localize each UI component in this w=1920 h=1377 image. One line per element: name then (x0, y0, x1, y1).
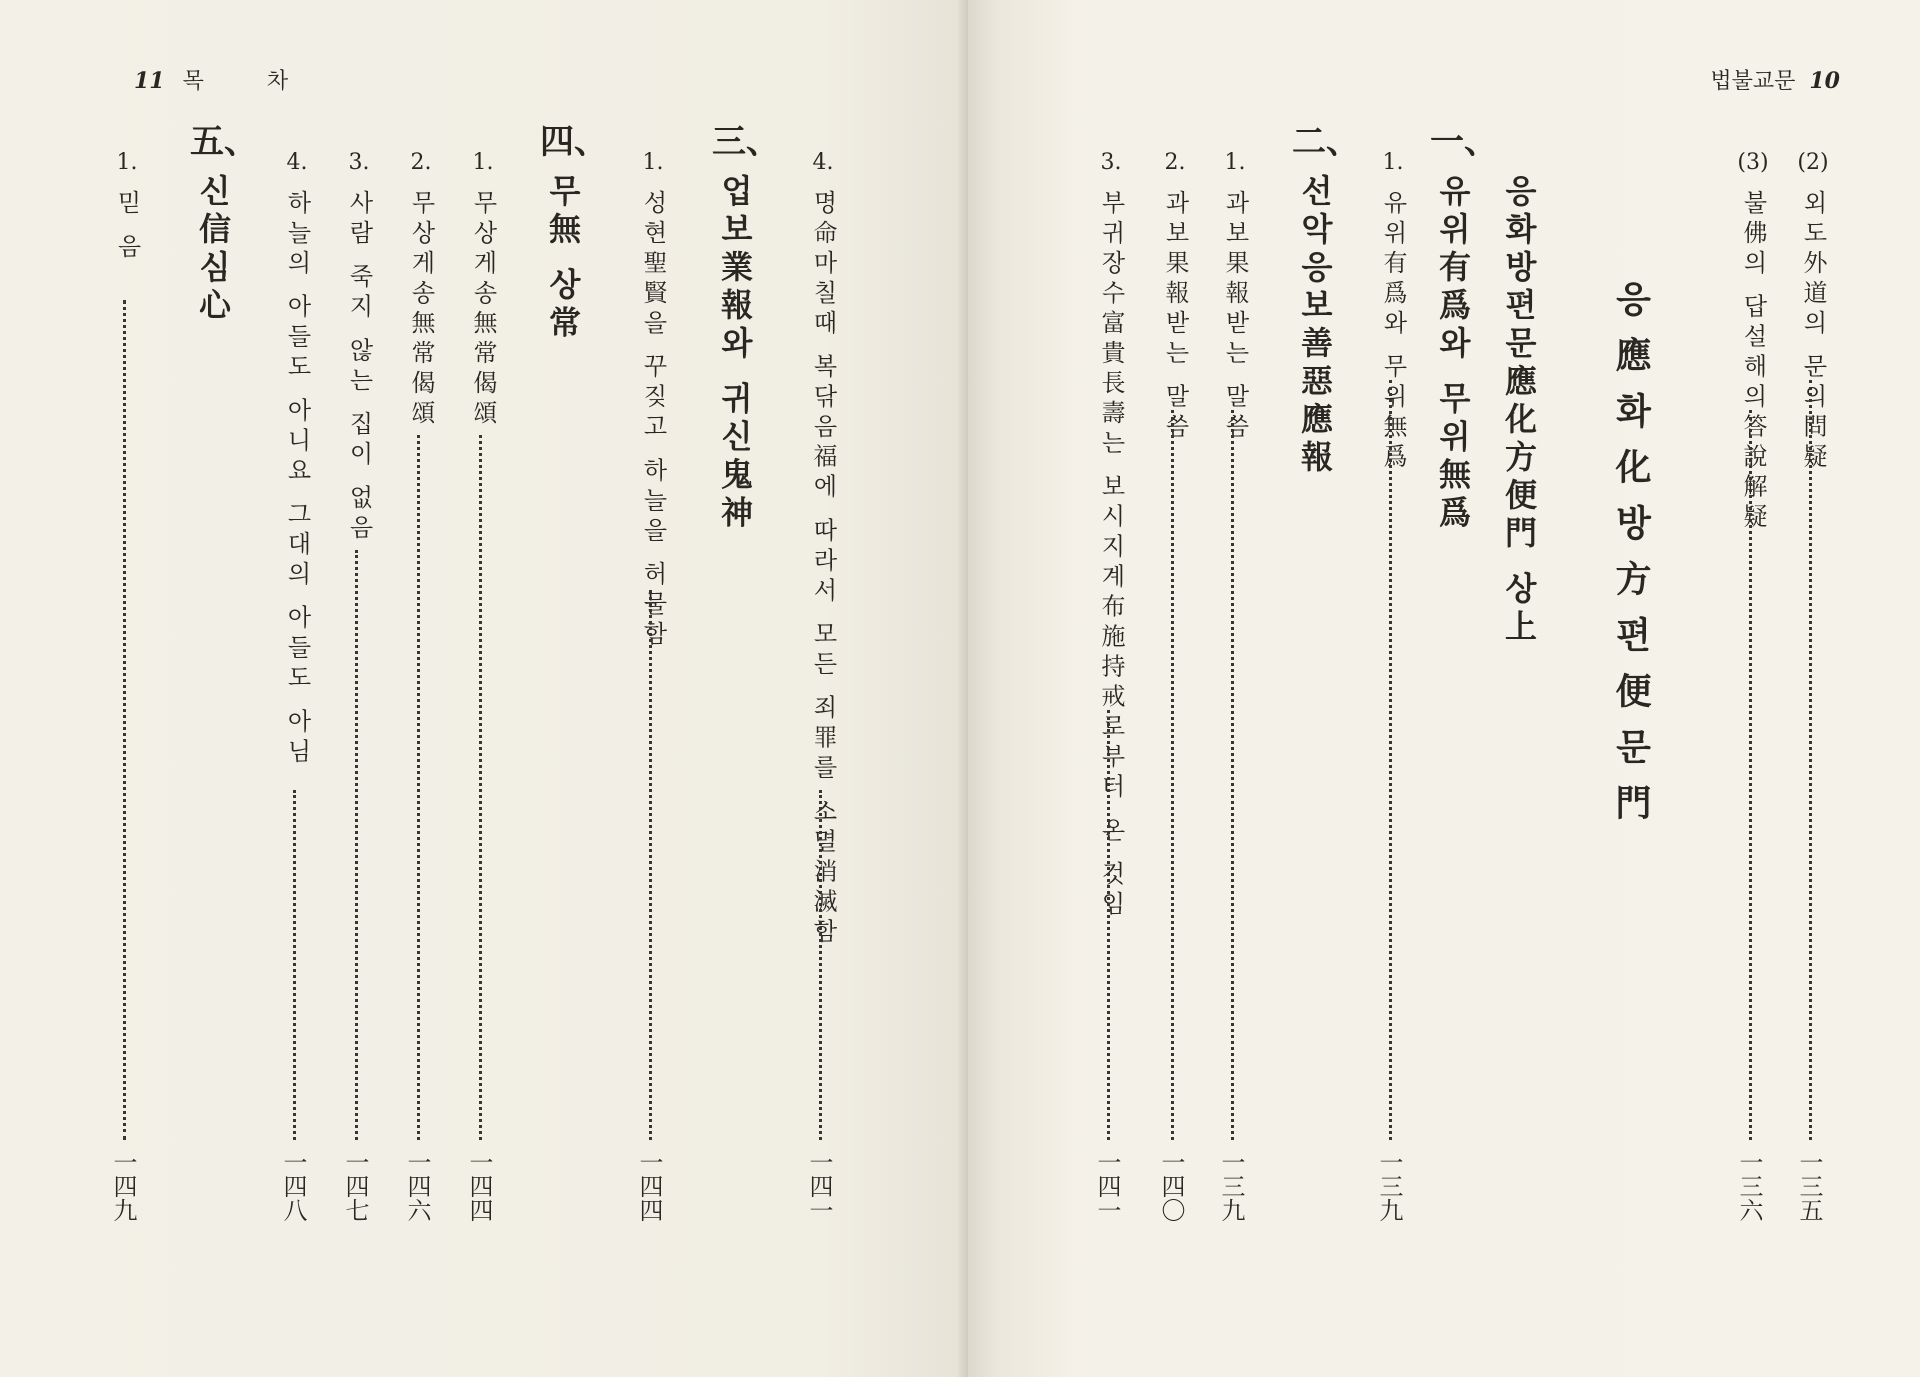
entry-number: 3. (348, 150, 370, 175)
section-mark: 一、 (1430, 122, 1498, 162)
section-title: 응화방편문應化方便門 상上 (1500, 174, 1538, 648)
leader-dots (355, 550, 358, 1140)
entry-number: 2. (410, 150, 432, 175)
leader-dots (1749, 410, 1752, 1140)
toc-entry (800, 150, 846, 1230)
entry-page: 一四一 (1093, 1150, 1121, 1222)
leader-dots (819, 790, 822, 1140)
right-page (968, 0, 1920, 1377)
entry-number: 1. (1382, 150, 1404, 175)
leader-dots (1231, 410, 1234, 1140)
left-page-header (134, 64, 316, 95)
entry-page: 一四〇 (1157, 1150, 1185, 1222)
toc-section-3 (712, 122, 780, 1230)
entry-number: (3) (1737, 150, 1769, 175)
entry-number: 1. (472, 150, 494, 175)
toc-entry (104, 150, 150, 1230)
section-mark: 四、 (540, 122, 608, 162)
entry-title: 무상게송無常偈頌 (407, 190, 435, 430)
part-title: 응應화化방方편便문門 (1610, 280, 1652, 840)
entry-title: 믿 음 (113, 190, 141, 264)
toc-entry (1730, 150, 1776, 1230)
leader-dots (1389, 380, 1392, 1140)
toc-entry (398, 150, 444, 1230)
entry-page: 一三九 (1375, 1150, 1403, 1222)
toc-part-title (1608, 150, 1654, 1230)
section-title: 선악응보善惡應報 (1296, 174, 1334, 478)
entry-number: 3. (1100, 150, 1122, 175)
leader-dots (1171, 410, 1174, 1140)
section-mark: 三、 (712, 122, 780, 162)
toc-entry (1152, 150, 1198, 1230)
entry-page: 一三九 (1217, 1150, 1245, 1222)
toc-section-1 (1430, 122, 1498, 1230)
entry-title: 과보果報받는 말씀 (1161, 190, 1189, 444)
entry-page: 一四九 (109, 1150, 137, 1222)
entry-title: 부귀장수富貴長壽는 보시지계布施持戒로부터 온 것임 (1097, 190, 1125, 921)
leader-dots (123, 300, 126, 1140)
entry-title: 불佛의 답설해의答說解疑 (1739, 190, 1767, 534)
toc-entry (460, 150, 506, 1230)
entry-page: 一四六 (403, 1150, 431, 1222)
right-page-header-label: 법불교문 (1710, 69, 1796, 94)
leader-dots (417, 435, 420, 1140)
entry-title: 무상게송無常偈頌 (469, 190, 497, 430)
section-title: 신信심心 (194, 174, 232, 326)
toc-part-subtitle (1496, 150, 1542, 1230)
entry-number: 4. (812, 150, 834, 175)
toc-entry (630, 150, 676, 1230)
entry-page: 一四四 (635, 1150, 663, 1222)
entry-title: 하늘의 아들도 아니요 그대의 아들도 아님 (283, 190, 311, 769)
entry-number: 2. (1164, 150, 1186, 175)
toc-section-5 (190, 122, 258, 1230)
leader-dots (649, 590, 652, 1140)
entry-page: 一四一 (805, 1150, 833, 1222)
entry-title: 명命마칠때 복닦음福에 따라서 모든 죄罪를 소멸消滅함 (809, 190, 837, 949)
entry-page: 一三五 (1795, 1150, 1823, 1222)
left-page-number: 11 (134, 68, 165, 94)
section-title: 업보業報와 귀신鬼神 (716, 174, 754, 534)
entry-title: 성현聖賢을 꾸짖고 하늘을 허물함 (639, 190, 667, 651)
leader-dots (1809, 380, 1812, 1140)
entry-title: 외도外道의 문의問疑 (1799, 190, 1827, 474)
entry-number: 4. (286, 150, 308, 175)
section-mark: 二、 (1292, 122, 1360, 162)
entry-title: 사람 죽지 않는 집이 없음 (345, 190, 373, 545)
entry-number: 1. (1224, 150, 1246, 175)
toc-entry (1790, 150, 1836, 1230)
toc-entry (1088, 150, 1134, 1230)
toc-entry (336, 150, 382, 1230)
toc-entry (1212, 150, 1258, 1230)
entry-title: 유위有爲와 무위無爲 (1379, 190, 1407, 474)
entry-page: 一四八 (279, 1150, 307, 1222)
section-title: 유위有爲와 무위無爲 (1434, 174, 1472, 534)
left-page-header-label: 목 차 (182, 69, 317, 94)
toc-entry (274, 150, 320, 1230)
entry-number: (2) (1797, 150, 1829, 175)
right-page-number: 10 (1809, 68, 1840, 94)
entry-page: 一三六 (1735, 1150, 1763, 1222)
right-page-header (1710, 64, 1840, 95)
toc-section-4 (540, 122, 608, 1230)
leader-dots (479, 435, 482, 1140)
toc-section-2 (1292, 122, 1360, 1230)
entry-number: 1. (642, 150, 664, 175)
entry-title: 과보果報받는 말씀 (1221, 190, 1249, 444)
entry-page: 一四四 (465, 1150, 493, 1222)
section-title: 무無 상常 (544, 174, 582, 344)
leader-dots (1107, 710, 1110, 1140)
entry-number: 1. (116, 150, 138, 175)
leader-dots (293, 790, 296, 1140)
section-mark: 五、 (190, 122, 258, 162)
toc-entry (1370, 150, 1416, 1230)
entry-page: 一四七 (341, 1150, 369, 1222)
